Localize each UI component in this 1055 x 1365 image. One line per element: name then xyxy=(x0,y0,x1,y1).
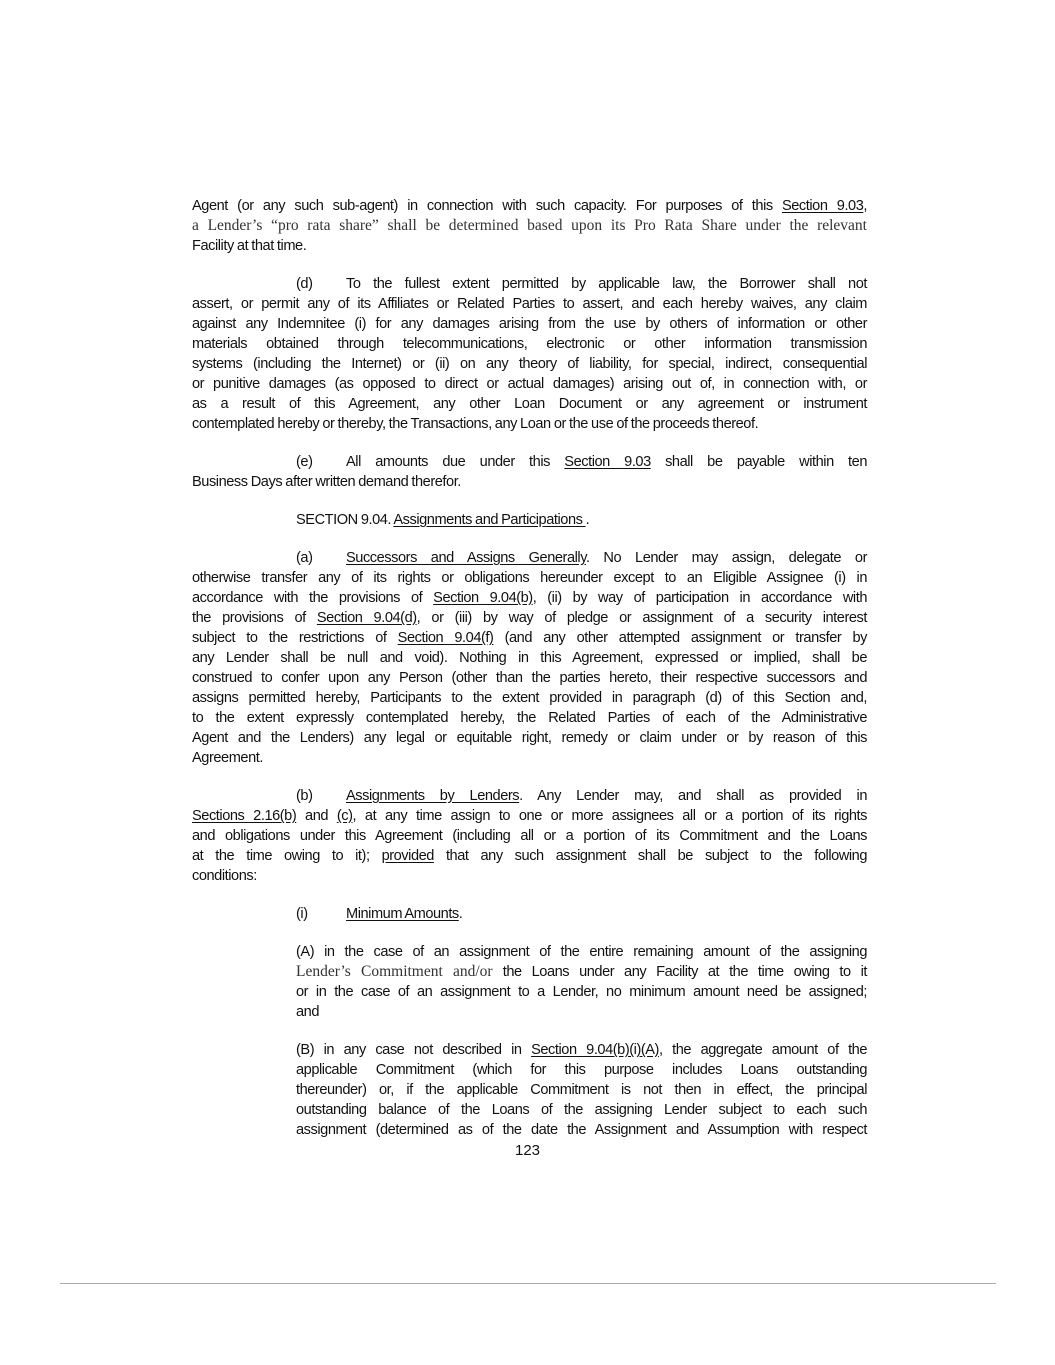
cross-reference: Successors and Assigns Generally xyxy=(346,550,586,566)
page-number: 123 xyxy=(514,1142,541,1159)
text-segment: Facility at that time. xyxy=(192,238,307,254)
text-line xyxy=(192,472,867,492)
text-segment: to the extent expressly contemplated hereby, the Related Parties of each of the Administrative xyxy=(192,710,867,726)
cross-reference: Assignments and Participations xyxy=(393,512,586,528)
text-segment: or in the case of an assignment to a Lender, no minimum amount need be assigned; xyxy=(296,984,867,1000)
text-segment: , xyxy=(863,198,867,214)
page-divider xyxy=(60,1283,996,1284)
paragraph xyxy=(296,942,867,1022)
text-segment: any Lender shall be null and void). Nothing in this Agreement, expressed or implied, shall be xyxy=(192,650,867,666)
document-body xyxy=(192,196,867,1158)
paragraph xyxy=(192,452,867,492)
text-segment: assignment (determined as of the date the Assignment and Assumption with respect xyxy=(296,1122,867,1138)
text-segment: . Any Lender may, and shall as provided in xyxy=(519,788,867,804)
text-segment: at the time owing to it); xyxy=(192,848,382,864)
text-line xyxy=(296,1100,867,1120)
text-line xyxy=(192,668,867,688)
paragraph xyxy=(192,548,867,768)
text-line xyxy=(192,866,867,886)
text-segment: Business Days after written demand therefor. xyxy=(192,474,461,490)
text-segment: All amounts due under this xyxy=(346,454,565,470)
text-segment: . xyxy=(585,512,590,528)
text-line xyxy=(192,568,867,588)
text-segment: (and any other attempted assignment or transfer by xyxy=(493,630,867,646)
text-line xyxy=(192,394,867,414)
text-segment: Agent and the Lenders) any legal or equitable right, remedy or claim under or by reason of this xyxy=(192,730,867,746)
text-line xyxy=(192,748,867,768)
text-line xyxy=(192,548,867,568)
text-segment: thereunder) or, if the applicable Commitment is not then in effect, the principal xyxy=(296,1082,867,1098)
text-line xyxy=(192,826,867,846)
text-segment: . xyxy=(458,906,463,922)
text-line xyxy=(296,1080,867,1100)
text-segment: subject to the restrictions of xyxy=(192,630,398,646)
cross-reference: Sections 2.16(b) xyxy=(192,808,297,824)
text-line xyxy=(192,354,867,374)
cross-reference: Section 9.04(b) xyxy=(433,590,533,606)
text-line xyxy=(192,374,867,394)
paragraph-label: (d) xyxy=(296,276,313,292)
text-segment: conditions: xyxy=(192,868,257,884)
text-segment: applicable Commitment (which for this purpose includes Loans outstanding xyxy=(296,1062,867,1078)
text-line xyxy=(192,216,867,236)
text-line xyxy=(296,1002,867,1022)
text-segment: . No Lender may assign, delegate or xyxy=(585,550,867,566)
paragraph xyxy=(192,196,867,256)
paragraph-label: (i) xyxy=(296,906,308,922)
paragraph xyxy=(296,904,867,924)
text-line xyxy=(192,648,867,668)
text-line xyxy=(296,1040,867,1060)
cross-reference: Section 9.04(b)(i)(A) xyxy=(531,1042,659,1058)
text-segment: and xyxy=(296,808,337,824)
text-segment: the Loans under any Facility at the time owing to it xyxy=(502,964,867,980)
paragraph-label: (e) xyxy=(296,454,313,470)
cross-reference: Section 9.04(f) xyxy=(397,630,494,646)
paragraph-label: (a) xyxy=(296,550,313,566)
cross-reference: provided xyxy=(381,848,434,864)
text-line xyxy=(192,588,867,608)
text-segment: Agreement. xyxy=(192,750,263,766)
text-line xyxy=(192,608,867,628)
text-segment: outstanding balance of the Loans of the assigning Lender subject to each such xyxy=(296,1102,867,1118)
text-line xyxy=(296,982,867,1002)
text-line xyxy=(296,1120,867,1140)
text-line xyxy=(192,314,867,334)
text-line xyxy=(192,274,867,294)
text-segment: , at any time assign to one or more assignees all or a portion of its rights xyxy=(352,808,867,824)
text-segment: , (ii) by way of participation in accordance with xyxy=(532,590,867,606)
paragraph xyxy=(296,1040,867,1140)
text-segment: or punitive damages (as opposed to direct or actual damages) arising out of, in connection with, or xyxy=(192,376,867,392)
text-line xyxy=(192,728,867,748)
cross-reference: Section 9.04(d) xyxy=(316,610,417,626)
text-line xyxy=(192,414,867,434)
text-line xyxy=(192,688,867,708)
text-segment: as a result of this Agreement, any other Loan Document or any agreement or instrument xyxy=(192,396,867,412)
text-segment: construed to confer upon any Person (other than the parties hereto, their respective successors and xyxy=(192,670,867,686)
text-segment: shall be payable within ten xyxy=(650,454,867,470)
text-segment: To the fullest extent permitted by applicable law, the Borrower shall not xyxy=(346,276,867,292)
text-segment: contemplated hereby or thereby, the Transactions, any Loan or the use of the proceeds thereof. xyxy=(192,416,759,432)
text-line xyxy=(192,510,867,530)
text-segment: assert, or permit any of its Affiliates or Related Parties to assert, and each hereby waives, any claim xyxy=(192,296,867,312)
text-segment: materials obtained through telecommunications, electronic or other information transmission xyxy=(192,336,867,352)
text-segment: , or (iii) by way of pledge or assignment of a security interest xyxy=(416,610,867,626)
text-line xyxy=(192,334,867,354)
text-line xyxy=(296,904,867,924)
text-line xyxy=(192,708,867,728)
text-segment: Agent (or any such sub-agent) in connection with such capacity. For purposes of this xyxy=(192,198,782,214)
text-segment: systems (including the Internet) or (ii) on any theory of liability, for special, indirect, consequential xyxy=(192,356,867,372)
text-segment: against any Indemnitee (i) for any damages arising from the use by others of information or other xyxy=(192,316,867,332)
paragraph xyxy=(192,274,867,434)
text-segment: and xyxy=(296,1004,319,1020)
text-segment: otherwise transfer any of its rights or obligations hereunder except to an Eligible Assignee (i) in xyxy=(192,570,867,586)
cross-reference: Minimum Amounts xyxy=(346,906,459,922)
text-line xyxy=(192,628,867,648)
text-segment: accordance with the provisions of xyxy=(192,590,434,606)
text-segment: the provisions of xyxy=(192,610,317,626)
paragraph-label: (b) xyxy=(296,788,313,804)
text-segment: assigns permitted hereby, Participants to the extent provided in paragraph (d) of this Section and, xyxy=(192,690,867,706)
text-line xyxy=(192,196,867,216)
cross-reference: (c) xyxy=(336,808,353,824)
text-line xyxy=(296,962,867,982)
text-segment: (B) in any case not described in xyxy=(296,1042,532,1058)
text-line xyxy=(192,294,867,314)
text-segment: Lender’s Commitment and/or xyxy=(296,963,503,980)
text-line xyxy=(296,942,867,962)
text-line xyxy=(192,786,867,806)
paragraph xyxy=(192,510,867,530)
cross-reference: Section 9.03 xyxy=(564,454,651,470)
text-segment: and obligations under this Agreement (including all or a portion of its Commitment and the Loans xyxy=(192,828,867,844)
text-line xyxy=(192,806,867,826)
text-line xyxy=(192,846,867,866)
text-segment: (A) in the case of an assignment of the entire remaining amount of the assigning xyxy=(296,944,867,960)
paragraph xyxy=(192,786,867,886)
text-segment: , the aggregate amount of the xyxy=(658,1042,868,1058)
text-segment: that any such assignment shall be subject to the following xyxy=(433,848,867,864)
text-segment: a Lender’s “pro rata share” shall be determined based upon its Pro Rata Share under the relevant xyxy=(192,217,867,234)
text-line xyxy=(192,452,867,472)
text-line xyxy=(192,236,867,256)
text-segment: SECTION 9.04. xyxy=(296,512,394,528)
cross-reference: Assignments by Lenders xyxy=(346,788,520,804)
text-line xyxy=(296,1060,867,1080)
cross-reference: Section 9.03 xyxy=(781,198,864,214)
